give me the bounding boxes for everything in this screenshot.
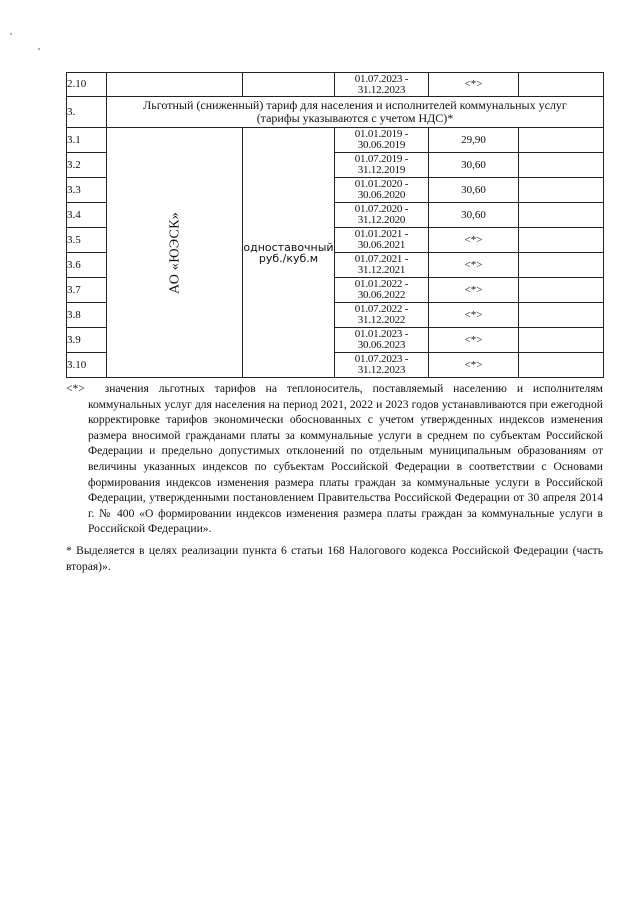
tariff-value: <*>	[429, 303, 519, 328]
tariff-value: 30,60	[429, 178, 519, 203]
period-start: 01.07.2021 -	[354, 253, 409, 265]
period-cell	[335, 73, 429, 97]
period-end: 30.06.2019	[357, 139, 406, 151]
period-cell	[335, 278, 429, 303]
tariff-value: 30,60	[429, 153, 519, 178]
tariff-type: одноставочный	[243, 240, 334, 254]
empty-cell	[519, 153, 604, 178]
row-number: 3.10	[67, 353, 107, 378]
period-cell	[335, 203, 429, 228]
organization-name: АО «ЮЭСК»	[167, 211, 182, 294]
empty-cell	[519, 203, 604, 228]
row-number: 3.4	[67, 203, 107, 228]
row-number: 3.3	[67, 178, 107, 203]
period-start: 01.01.2019 -	[354, 128, 409, 140]
tariff-table	[66, 72, 604, 378]
period-end: 31.12.2021	[357, 264, 406, 276]
period-start: 01.01.2021 -	[354, 228, 409, 240]
footnote-tariff-note	[66, 381, 603, 537]
period-start: 01.07.2023 -	[354, 72, 409, 85]
tariff-unit: руб./куб.м	[258, 251, 319, 265]
section-title	[107, 97, 604, 128]
footnote-text: значения льготных тарифов на теплоноситель, поставляемый населению и исполнителям коммунальных услуг для населения на период 2021, 2022 и 2023 годов устанавливаются при ежегодной корректировке тарифов экономически обоснованных с учетом утвержденных индексов изменения размера вносимой гражданами платы за коммунальные услуги в среднем по субъектам Российской Федерации и предельно допустимых отклонений по отдельным муниципальным образованиям от величины указанных индексов по субъектам Российской Федерации в соответствии с Основами формирования индексов изменения размера платы граждан за коммунальные услуги в Российской Федерации, утвержденными постановлением Правительства Российской Федерации от 30 апреля 2014 г. № 400 «О формировании индексов изменения размера платы граждан за коммунальные услуги в Российской Федерации».	[88, 382, 603, 536]
period-end: 30.06.2020	[357, 189, 406, 201]
period-end: 30.06.2021	[357, 239, 406, 251]
empty-cell	[519, 178, 604, 203]
period-end: 31.12.2019	[357, 164, 406, 176]
period-end: 31.12.2023	[357, 364, 406, 376]
period-cell	[335, 303, 429, 328]
tariff-value: <*>	[429, 353, 519, 378]
period-start: 01.07.2020 -	[354, 203, 409, 215]
empty-cell	[519, 228, 604, 253]
organization-cell	[107, 128, 243, 378]
period-start: 01.07.2023 -	[354, 353, 409, 365]
row-number: 3.7	[67, 278, 107, 303]
organization-cell	[107, 73, 243, 97]
tariff-value: <*>	[429, 278, 519, 303]
row-number: 3.5	[67, 228, 107, 253]
empty-cell	[519, 353, 604, 378]
tariff-value: <*>	[429, 253, 519, 278]
empty-cell	[519, 128, 604, 153]
row-number: 3.6	[67, 253, 107, 278]
period-end: 30.06.2022	[357, 289, 406, 301]
period-start: 01.07.2022 -	[354, 303, 409, 315]
scan-speck	[38, 48, 40, 50]
empty-cell	[519, 328, 604, 353]
tariff-value: 30,60	[429, 203, 519, 228]
section-number: 3.	[67, 97, 107, 128]
tariff-type-cell	[243, 128, 335, 378]
period-start: 01.01.2020 -	[354, 178, 409, 190]
period-end: 31.12.2022	[357, 314, 406, 326]
period-cell	[335, 328, 429, 353]
empty-cell	[519, 73, 604, 97]
empty-cell	[519, 278, 604, 303]
row-number: 3.2	[67, 153, 107, 178]
period-cell	[335, 128, 429, 153]
tariff-value: <*>	[429, 73, 519, 97]
period-cell	[335, 228, 429, 253]
row-number: 2.10	[67, 73, 107, 97]
row-number: 3.1	[67, 128, 107, 153]
section-title-line: Льготный (сниженный) тариф для населения и исполнителей коммунальных услуг	[143, 98, 567, 112]
empty-cell	[519, 253, 604, 278]
period-start: 01.01.2022 -	[354, 278, 409, 290]
period-cell	[335, 353, 429, 378]
scan-speck	[10, 33, 12, 35]
tariff-type-cell	[243, 73, 335, 97]
table-row	[67, 73, 604, 97]
row-number: 3.9	[67, 328, 107, 353]
period-cell	[335, 253, 429, 278]
period-cell	[335, 178, 429, 203]
period-start: 01.07.2019 -	[354, 153, 409, 165]
tariff-value: <*>	[429, 228, 519, 253]
footnote-vat: * Выделяется в целях реализации пункта 6 статьи 168 Налогового кодекса Российской Федерации (часть вторая)».	[66, 544, 603, 573]
table-row	[67, 128, 604, 153]
footnote-marker: <*>	[66, 382, 85, 395]
period-start: 01.01.2023 -	[354, 328, 409, 340]
row-number: 3.8	[67, 303, 107, 328]
period-cell	[335, 153, 429, 178]
period-end: 31.12.2023	[357, 83, 406, 96]
tariff-value: 29,90	[429, 128, 519, 153]
empty-cell	[519, 303, 604, 328]
section-title-line: (тарифы указываются с учетом НДС)*	[256, 111, 454, 125]
section-header-row	[67, 97, 604, 128]
period-end: 30.06.2023	[357, 339, 406, 351]
tariff-value: <*>	[429, 328, 519, 353]
period-end: 31.12.2020	[357, 214, 406, 226]
